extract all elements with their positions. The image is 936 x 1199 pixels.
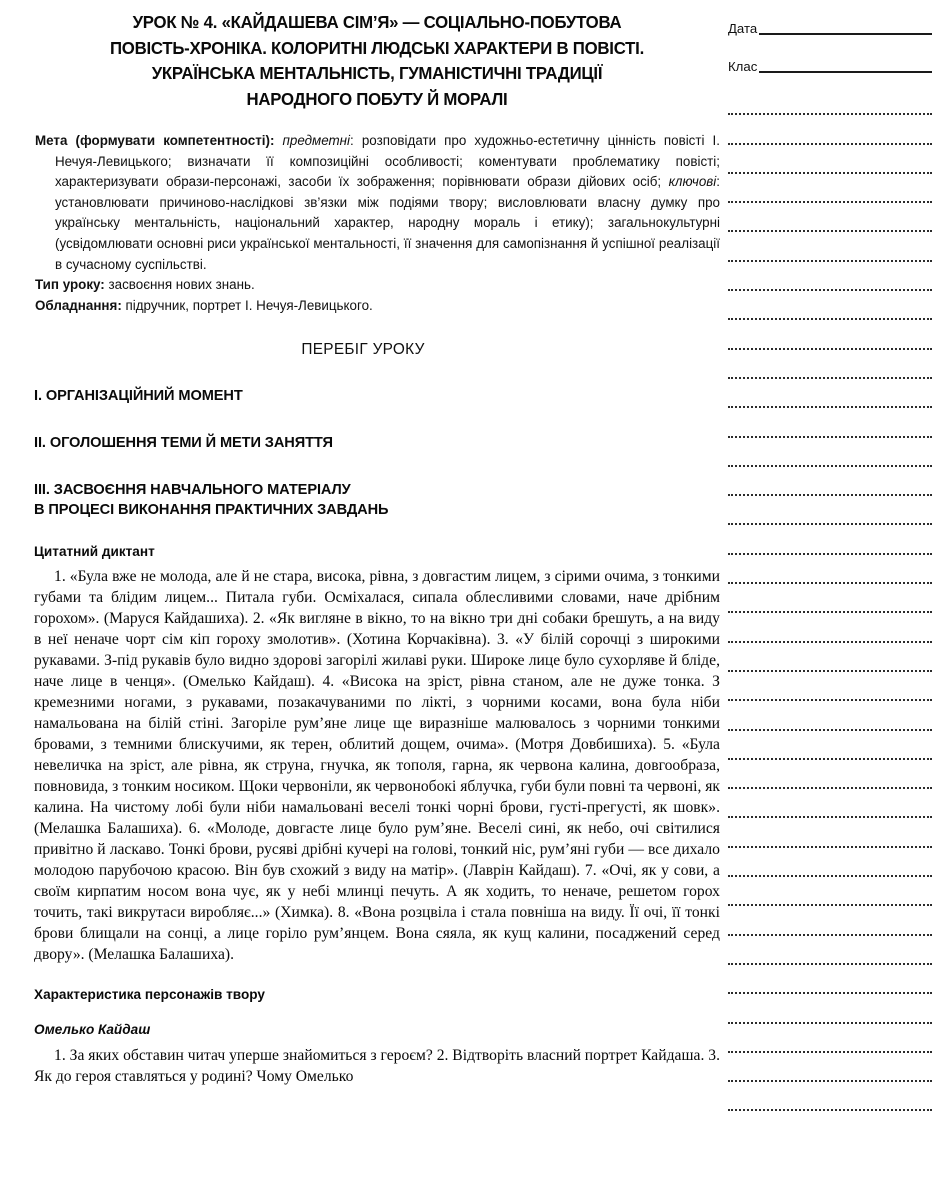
note-line[interactable] [728, 477, 932, 506]
lesson-equipment-text: підручник, портрет І. Нечуя-Левицького. [121, 297, 373, 313]
class-label: Клас [728, 59, 758, 74]
note-line[interactable] [728, 887, 932, 916]
class-field-row[interactable] [728, 48, 932, 74]
note-line[interactable] [728, 1004, 932, 1033]
page-title [46, 0, 708, 112]
note-line[interactable] [728, 828, 932, 857]
note-line[interactable] [728, 506, 932, 535]
page-title-line-4: НАРОДНОГО ПОБУТУ Й МОРАЛІ [246, 88, 508, 109]
subheading-character-analysis: Характеристика персонажів твору [34, 987, 265, 1003]
note-line[interactable] [728, 301, 932, 330]
note-line[interactable] [728, 1092, 932, 1121]
note-line[interactable] [728, 389, 932, 418]
lesson-equipment-paragraph [35, 296, 720, 317]
notes-sidebar [728, 0, 932, 1199]
note-line[interactable] [728, 711, 932, 740]
note-line[interactable] [728, 916, 932, 945]
subheading-citation-dictation: Цитатний диктант [34, 544, 155, 560]
note-line[interactable] [728, 653, 932, 682]
note-line[interactable] [728, 975, 932, 1004]
note-line[interactable] [728, 946, 932, 975]
note-line[interactable] [728, 155, 932, 184]
page-title-line-3: УКРАЇНСЬКА МЕНТАЛЬНІСТЬ, ГУМАНІСТИЧНІ ТРАДИЦІЇ [151, 63, 603, 83]
character-questions-text: 1. За яких обставин читач уперше знайомиться з героєм? 2. Відтворіть власний портрет Кайдаша. 3. Як до героя ставляться у родині? Чому Омелько [34, 1047, 720, 1086]
page-title-line-2: ПОВІСТЬ-ХРОНІКА. КОЛОРИТНІ ЛЮДСЬКІ ХАРАКТЕРИ В ПОВІСТІ. [109, 37, 645, 58]
lesson-flow-heading: ПЕРЕБІГ УРОКУ [301, 341, 425, 359]
date-label: Дата [728, 21, 758, 36]
note-line[interactable] [728, 418, 932, 447]
note-line[interactable] [728, 594, 932, 623]
page-title-line-1: УРОК № 4. «КАЙДАШЕВА СІМ’Я» — СОЦІАЛЬНО-ПОБУТОВА [132, 12, 622, 32]
date-input-rule[interactable] [759, 22, 932, 35]
goal-key-label: ключові [668, 174, 717, 190]
note-line[interactable] [728, 741, 932, 770]
section-heading-ii: II. ОГОЛОШЕННЯ ТЕМИ Й МЕТИ ЗАНЯТТЯ [34, 435, 333, 452]
note-line[interactable] [728, 1063, 932, 1092]
note-line[interactable] [728, 535, 932, 564]
note-line[interactable] [728, 770, 932, 799]
date-field-row[interactable] [728, 10, 932, 36]
note-lines-group [728, 96, 932, 1121]
lesson-type-label: Тип уроку: [35, 277, 105, 293]
goal-subject-label: предметні [282, 133, 351, 148]
goal-key-text: : установлювати причиново-наслідкові зв’язки між подіями твору; висловлювати власну думку про українську ментальність, національний характер, народну мораль і етику); загальнокультурні (усвідомлювати основні риси української ментальності, її значення для самопізнання й успішної реалізації в сучасному суспільстві. [55, 174, 720, 272]
lesson-equipment-label: Обладнання: [35, 297, 122, 313]
lesson-type-text: засвоєння нових знань. [104, 277, 255, 293]
main-content-column [34, 0, 720, 1199]
class-input-rule[interactable] [759, 60, 932, 73]
goal-subject-text: : розповідати про художньо-естетичну цінність повісті І. Нечуя-Левицького; визначати її композиційні особливості; коментувати проблематику повісті; характеризувати образи-персонажі, засоби їх зображення; порівнювати образи дійових осіб; [55, 133, 720, 190]
lesson-goal-paragraph [35, 131, 720, 275]
note-line[interactable] [728, 799, 932, 828]
lesson-goal-label: Мета (формувати компетентності): [35, 133, 275, 148]
section-heading-iii [34, 480, 720, 520]
note-line[interactable] [728, 242, 932, 271]
dictation-body-text: 1. «Була вже не молода, але й не стара, висока, рівна, з довгастим лицем, з сірими очима, з тонкими губами та блідим лицем... Питала губи. Осміхалася, сипала облесливими словами, наче дрібним горохом». (Маруся Кайдашиха). 2. «Як вигляне в вікно, то на вікно три дні собаки брешуть, а на виду в неї неначе чорт сім кіп гороху змолотив». (Хотина Корчаківна). 3. «У білій сорочці з широкими рукавами. З-під рукавів було видно здорові загорілі жилаві руки. Широке лице було сухорляве й бліде, наче лице в ченця». (Омелько Кайдаш). 4. «Висока на зріст, рівна станом, але не дуже тонка. З кремезними ногами, з рукавами, позакачуваними по лікті, з чорними косами, вона була ніби намальована на білій стіні. Загоріле рум’яне лице ще виразніше малювалось з чорними тонкими бровами, з темними блискучими, як терен, облитий дощем, очима». (Мотря Довбишиха). 5. «Була невеличка на зріст, але рівна, як струна, гнучка, як тополя, гарна, як червона калина, довгообраза, повновида, з тонким носиком. Щоки червоніли, як червонобокі яблучка, губи були повні та червоні, як калина. На чистому лобі були ніби намальовані веселі тонкі чорні брови, густі-прегусті, як шовк». (Мелашка Балашиха). 6. «Молоде, довгасте лице було рум’яне. Веселі сині, як небо, очі світилися привітно й ласкаво. Тонкі брови, русяві дрібні кучері на голові, тонкий ніс, рум’яні губи — все дихало молодою парубочою красою. Він був схожий з виду на матір». (Лаврін Кайдаш). 7. «Очі, як у сови, а своїм кирпатим носом вона чує, як у небі млинці печуть. А як ходить, то неначе, решетом горох точить, такі викрутаси виробляє...» (Химка). 8. «Вона розцвіла і стала повніша на виду. Її очі, її тонкі брови блищали на сонці, а лице горіло рум’янцем. Вона сяяла, як кущ калини, посаджений серед двору». (Мелашка Балашиха). [34, 568, 720, 964]
note-line[interactable] [728, 184, 932, 213]
note-line[interactable] [728, 96, 932, 125]
note-line[interactable] [728, 565, 932, 594]
note-line[interactable] [728, 1034, 932, 1063]
lesson-type-paragraph [35, 275, 720, 296]
note-line[interactable] [728, 448, 932, 477]
section-heading-i: I. ОРГАНІЗАЦІЙНИЙ МОМЕНТ [34, 388, 243, 405]
note-line[interactable] [728, 623, 932, 652]
note-line[interactable] [728, 858, 932, 887]
note-line[interactable] [728, 125, 932, 154]
section-heading-iii-line-1: III. ЗАСВОЄННЯ НАВЧАЛЬНОГО МАТЕРІАЛУ [34, 482, 351, 499]
note-line[interactable] [728, 330, 932, 359]
section-heading-iii-line-2: В ПРОЦЕСІ ВИКОНАННЯ ПРАКТИЧНИХ ЗАВДАНЬ [34, 502, 389, 519]
note-line[interactable] [728, 682, 932, 711]
note-line[interactable] [728, 213, 932, 242]
lesson-meta-block [34, 131, 720, 316]
note-line[interactable] [728, 272, 932, 301]
note-line[interactable] [728, 360, 932, 389]
character-name-omelko-kaidash: Омелько Кайдаш [34, 1022, 151, 1038]
